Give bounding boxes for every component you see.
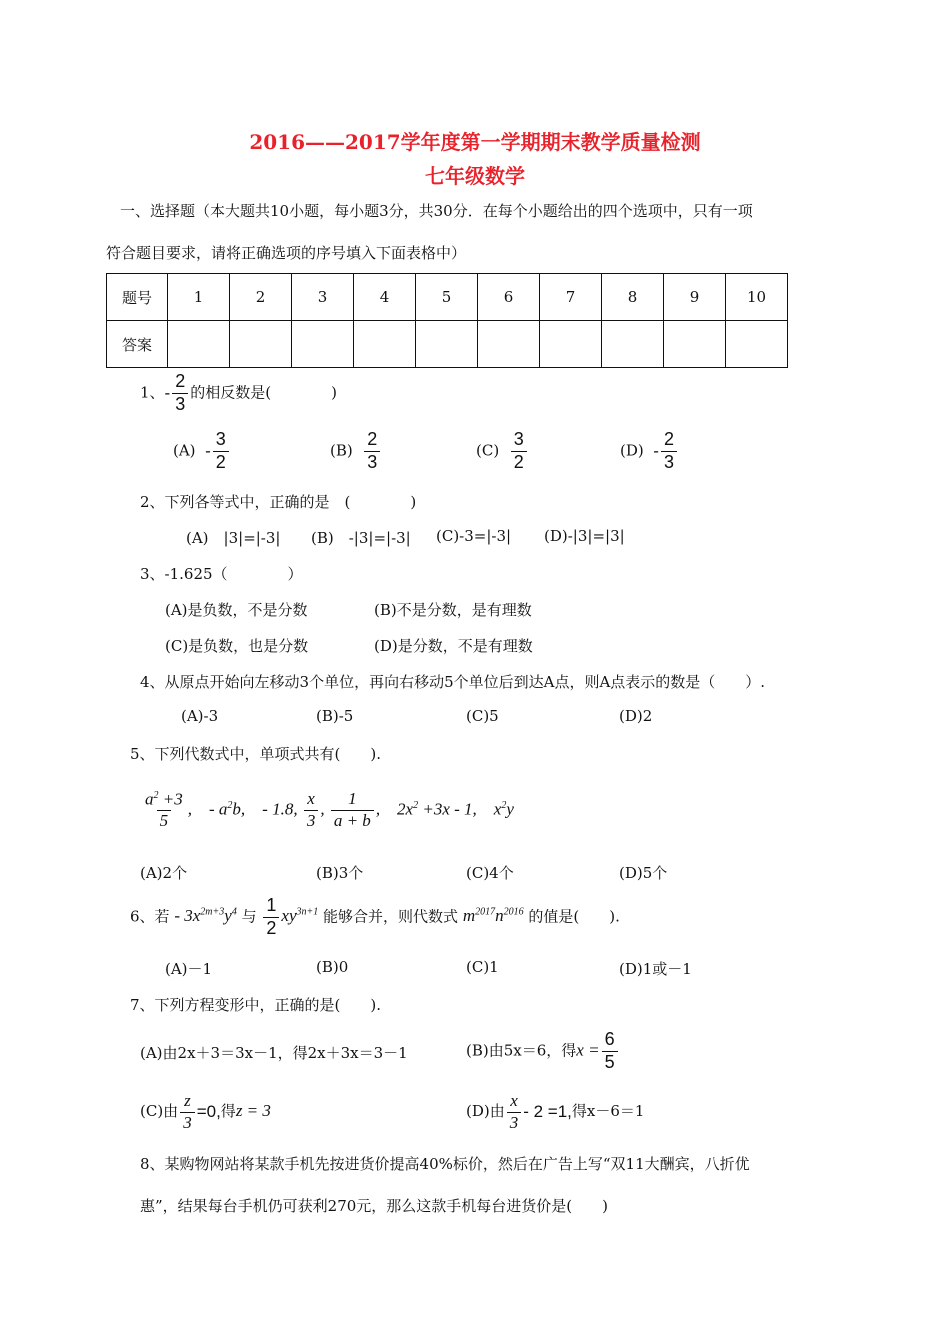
option-d[interactable]: (D) - $\frac{2}{3}$ <box>620 430 679 473</box>
question-3: 3、-1.625（ ） <box>140 565 303 583</box>
answer-cell[interactable] <box>540 321 602 368</box>
fraction: $\frac{x}{3}$ <box>507 1092 522 1132</box>
expression-list: $\frac{a^2 +3}{5}$ , - $a^2b$, - 1.8, $\frac{x}{3}$ , $\frac{1}{a + b}$ , $2x^2 +3x - 1$, $x^2y$ <box>140 790 514 831</box>
option-d[interactable]: (D)-|3|=|3| <box>544 527 625 545</box>
page-subtitle: 七年级数学 <box>425 164 525 188</box>
answer-cell[interactable] <box>230 321 292 368</box>
minus-sign: - <box>164 383 171 403</box>
fraction: $\frac{x}{3}$ <box>304 790 319 830</box>
answer-cell[interactable] <box>726 321 788 368</box>
table-cell: 1 <box>168 274 230 321</box>
answer-cell[interactable] <box>416 321 478 368</box>
question-number: 1、 <box>140 383 165 402</box>
fraction: $\frac{2}{3}$ <box>661 430 677 473</box>
answer-cell[interactable] <box>292 321 354 368</box>
option-b[interactable]: (B)3个 <box>316 864 364 882</box>
option-c[interactable]: (C)由 $\frac{z}{3}$ =0,得z = 3 <box>140 1091 271 1132</box>
table-row <box>107 321 788 368</box>
answer-cell[interactable] <box>168 321 230 368</box>
term: $xy^{3n+1}$ <box>281 906 319 926</box>
table-cell: 8 <box>602 274 664 321</box>
table-cell: 9 <box>664 274 726 321</box>
option-b[interactable]: (B) -|3|=|-3| <box>311 529 411 547</box>
fraction: $\frac{1}{2}$ <box>263 896 279 939</box>
fraction: $\frac{6}{5}$ <box>602 1030 618 1073</box>
fraction: $\frac{2}{3}$ <box>364 430 380 473</box>
table-cell: 7 <box>540 274 602 321</box>
option-a[interactable]: (A) - $\frac{3}{2}$ <box>173 430 231 473</box>
option-d[interactable]: (D)5个 <box>619 864 668 882</box>
answer-cell[interactable] <box>602 321 664 368</box>
option-b[interactable]: (B) $\frac{2}{3}$ <box>330 430 382 473</box>
table-cell: 题号 <box>107 274 168 321</box>
option-d[interactable]: (D)1或－1 <box>619 960 692 978</box>
section-intro-line2: 符合题目要求，请将正确选项的序号填入下面表格中） <box>106 244 467 262</box>
answer-cell[interactable] <box>664 321 726 368</box>
fraction: $\frac{2}{3}$ <box>172 372 188 415</box>
table-cell: 10 <box>726 274 788 321</box>
option-a[interactable]: (A)是负数，不是分数 <box>165 601 308 619</box>
answer-cell[interactable] <box>354 321 416 368</box>
table-cell: 答案 <box>107 321 168 368</box>
option-a[interactable]: (A)由2x＋3＝3x－1，得2x＋3x＝3－1 <box>140 1044 408 1062</box>
option-c[interactable]: (C)5 <box>466 707 499 725</box>
question-4: 4、从原点开始向左移动3个单位，再向右移动5个单位后到达A点，则A点表示的数是（ ）. <box>140 673 766 691</box>
page-title: 2016——2017学年度第一学期期末教学质量检测 <box>249 130 701 154</box>
section-intro-line1: 一、选择题（本大题共10小题，每小题3分，共30分．在每个小题给出的四个选项中，只有一项 <box>120 202 753 220</box>
table-cell: 4 <box>354 274 416 321</box>
answer-cell[interactable] <box>478 321 540 368</box>
question-2: 2、下列各等式中，正确的是 ( ) <box>140 493 417 511</box>
fraction: $\frac{z}{3}$ <box>180 1092 195 1132</box>
table-row <box>107 274 788 321</box>
fraction: $\frac{a^2 +3}{5}$ <box>145 789 183 831</box>
question-6: 6、若 - $3x^{2m+3}y^4$ 与 $\frac{1}{2}$ $xy^{3n+1}$ 能够合并，则代数式 $m^{2017}n^{2016}$ 的值是( ). <box>130 895 620 938</box>
option-c[interactable]: (C)是负数，也是分数 <box>165 637 309 655</box>
term: $m^{2017}n^{2016}$ <box>462 906 524 926</box>
question-1 <box>140 372 337 415</box>
term: - $3x^{2m+3}y^4$ <box>174 906 237 926</box>
option-b[interactable]: (B)-5 <box>316 707 354 725</box>
question-8-line2: 惠”，结果每台手机仍可获利270元，那么这款手机每台进货价是( ) <box>140 1197 609 1215</box>
table-cell: 2 <box>230 274 292 321</box>
option-d[interactable]: (D)2 <box>619 707 653 725</box>
option-a[interactable]: (A)-3 <box>181 707 219 725</box>
fraction: $\frac{1}{a + b}$ <box>331 790 374 830</box>
fraction: $\frac{3}{2}$ <box>213 430 229 473</box>
option-b[interactable]: (B)0 <box>316 958 349 976</box>
option-a[interactable]: (A)－1 <box>165 960 213 978</box>
question-7: 7、下列方程变形中，正确的是( ). <box>130 996 382 1014</box>
table-cell: 3 <box>292 274 354 321</box>
option-c[interactable]: (C) $\frac{3}{2}$ <box>476 430 529 473</box>
option-c[interactable]: (C)-3=|-3| <box>436 527 512 545</box>
option-c[interactable]: (C)4个 <box>466 864 514 882</box>
fraction: $\frac{3}{2}$ <box>511 430 527 473</box>
option-d[interactable]: (D)是分数，不是有理数 <box>374 637 533 655</box>
option-d[interactable]: (D)由 $\frac{x}{3}$ - 2 =1,得x－6＝1 <box>466 1091 645 1132</box>
question-8-line1: 8、某购物网站将某款手机先按进货价提高40%标价，然后在广告上写“双11大酬宾，八折优 <box>140 1155 750 1173</box>
option-a[interactable]: (A) |3|=|-3| <box>186 529 281 547</box>
option-c[interactable]: (C)1 <box>466 958 499 976</box>
table-cell: 6 <box>478 274 540 321</box>
question-stem: 的相反数是( ) <box>190 383 337 402</box>
answer-table <box>106 273 788 368</box>
question-5: 5、下列代数式中，单项式共有( ). <box>130 745 382 763</box>
option-a[interactable]: (A)2个 <box>140 864 188 882</box>
table-cell: 5 <box>416 274 478 321</box>
option-b[interactable]: (B)不是分数，是有理数 <box>374 601 532 619</box>
option-b[interactable]: (B)由5x＝6，得x = $\frac{6}{5}$ <box>466 1030 620 1073</box>
